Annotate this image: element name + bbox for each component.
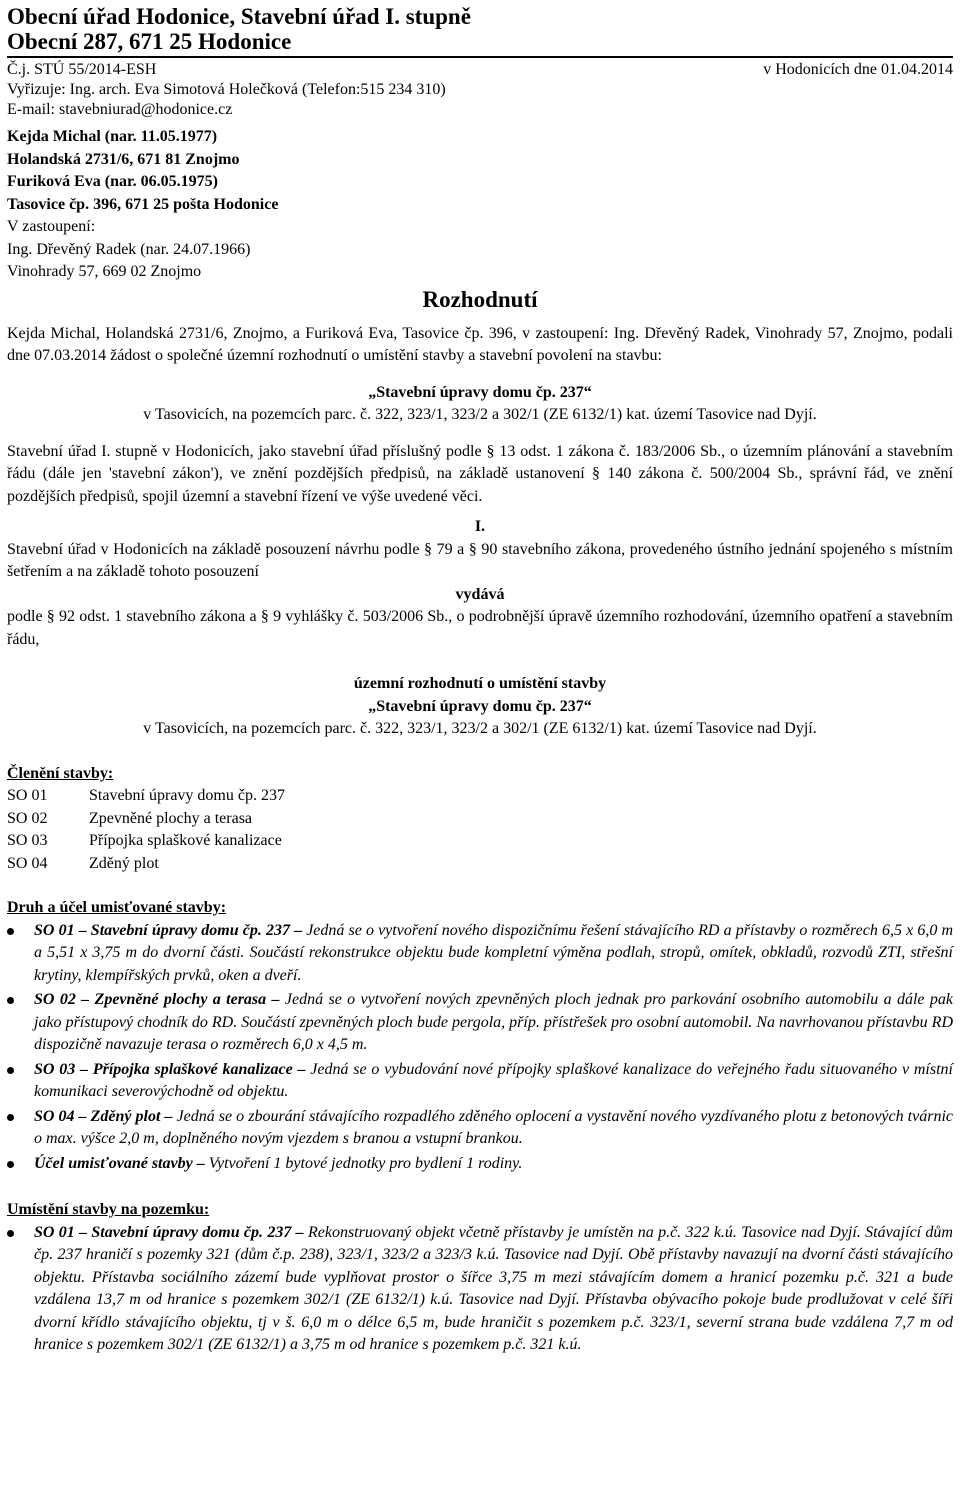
- bullet-icon: [7, 928, 14, 935]
- handler: Vyřizuje: Ing. arch. Eva Simotová Holečková (Telefon:515 234 310): [7, 81, 446, 98]
- purpose-item: [7, 1059, 953, 1104]
- section-heading-I: I.: [474, 518, 486, 535]
- purpose-item-head: SO 03 – Přípojka splaškové kanalizace –: [34, 1060, 306, 1078]
- recipient-1-address: Holandská 2731/6, 671 81 Znojmo: [7, 150, 240, 168]
- breakdown-code: SO 03: [7, 832, 48, 849]
- breakdown-item: [7, 853, 953, 876]
- purpose-list: [7, 920, 953, 1176]
- project-name: „Stavební úpravy domu čp. 237“: [368, 383, 592, 401]
- purpose-item-head: SO 02 – Zpevněné plochy a terasa –: [34, 991, 280, 1008]
- purpose-item-head: SO 01 – Stavební úpravy domu čp. 237 –: [34, 921, 303, 939]
- breakdown-code: SO 01: [7, 787, 48, 804]
- issue-date: v Hodonicích dne 01.04.2014: [763, 61, 953, 78]
- decision-type: územní rozhodnutí o umístění stavby: [353, 675, 607, 692]
- representative-label: V zastoupení:: [7, 218, 96, 235]
- breakdown-item: [7, 830, 953, 853]
- bullet-icon: [7, 1230, 14, 1237]
- placement-heading: Umístění stavby na pozemku:: [7, 1201, 210, 1218]
- handler-line: [7, 80, 953, 100]
- purpose-item-head: SO 04 – Zděný plot –: [34, 1107, 173, 1125]
- purpose-item: [7, 989, 953, 1057]
- purpose-item-text: Jedná se o vytvoření nových zpevněných ploch jednak pro parkování osobního automobilu a dále pak jako přístupový chodník do RD. Součástí zpevněných ploch bude pergola, příp. přístřešek pro osobní automobil. Na navrhovanou přístavbu RD dispozičně navazuje terasa o rozměrech 6,0 x 4,5 m.: [34, 991, 953, 1053]
- email-line: [7, 100, 953, 120]
- bullet-icon: [7, 1161, 14, 1168]
- breakdown-label: Přípojka splaškové kanalizace: [89, 832, 282, 849]
- decision-title: Rozhodnutí: [422, 286, 538, 312]
- intro-paragraph: Kejda Michal, Holandská 2731/6, Znojmo, a Furiková Eva, Tasovice čp. 396, v zastoupení: Ing. Dřevěný Radek, Vinohrady 57, Znojmo, podali dne 07.03.2014 žádost o společné územní rozhodnutí o umístění stavby a stavební povolení na stavbu:: [7, 324, 953, 364]
- placement-item: [7, 1222, 953, 1357]
- office-name: Obecní úřad Hodonice, Stavební úřad I. stupně: [7, 4, 471, 29]
- representative-name: Ing. Dřevěný Radek (nar. 24.07.1966): [7, 240, 251, 258]
- recipients-block: [7, 126, 953, 284]
- placement-item-head: SO 01 – Stavební úpravy domu čp. 237 –: [34, 1223, 304, 1241]
- breakdown-label: Stavební úpravy domu čp. 237: [89, 787, 285, 804]
- project-name-repeat: „Stavební úpravy domu čp. 237“: [368, 697, 592, 715]
- office-address: Obecní 287, 671 25 Hodonice: [7, 29, 292, 54]
- section-I-paragraph: Stavební úřad v Hodonicích na základě posouzení návrhu podle § 79 a § 90 stavebního zákona, provedeného ústního jednání spojeného s místním šetřením a na základě tohoto posouzení: [7, 540, 953, 580]
- email: E-mail: stavebniurad@hodonice.cz: [7, 101, 233, 118]
- purpose-item: [7, 1106, 953, 1151]
- breakdown-list: [7, 785, 953, 875]
- breakdown-heading: Členění stavby:: [7, 764, 114, 782]
- breakdown-item: [7, 808, 953, 831]
- project-location: v Tasovicích, na pozemcích parc. č. 322, 323/1, 323/2 a 302/1 (ZE 6132/1) kat. území Tasovice nad Dyjí.: [143, 406, 817, 423]
- purpose-item: [7, 1153, 953, 1176]
- breakdown-label: Zpevněné plochy a terasa: [89, 809, 253, 827]
- breakdown-item: [7, 785, 953, 808]
- breakdown-label: Zděný plot: [89, 854, 159, 872]
- recipient-1-name: Kejda Michal (nar. 11.05.1977): [7, 128, 218, 145]
- purpose-item: [7, 920, 953, 988]
- purpose-item-text: Vytvoření 1 bytové jednotky pro bydlení 1 rodiny.: [204, 1154, 523, 1172]
- purpose-heading: Druh a účel umisťované stavby:: [7, 899, 227, 916]
- purpose-item-text: Jedná se o vybudování nové přípojky splaškové kanalizace do veřejného řadu situovaného v místní komunikaci severovýchodně od objektu.: [34, 1060, 953, 1100]
- authority-paragraph: Stavební úřad I. stupně v Hodonicích, jako stavební úřad příslušný podle § 13 odst. 1 zákona č. 183/2006 Sb., o územním plánování a stavebním řádu (dále jen 'stavební zákon'), ve znění pozdějších předpisů, na základě ustanovení § 140 zákona č. 500/2004 Sb., správní řád, ve znění pozdějších předpisů, spojil územní a stavební řízení ve výše uvedené věci.: [7, 442, 953, 505]
- breakdown-code: SO 04: [7, 854, 48, 872]
- purpose-item-head: Účel umisťované stavby –: [34, 1154, 205, 1172]
- bullet-icon: [7, 997, 14, 1004]
- purpose-item-text: Jedná se o zbourání stávajícího rozpadlého zděného oplocení a vystavění nového vyzdívaného plotu z betonových tvárnic o max. výšce 2,0 m, doplněného novým vjezdem s branou a vstupní brankou.: [34, 1107, 953, 1147]
- placement-list: [7, 1222, 953, 1357]
- header-rule: [7, 56, 953, 58]
- reference-number: Č.j. STÚ 55/2014-ESH: [7, 61, 157, 78]
- representative-address: Vinohrady 57, 669 02 Znojmo: [7, 263, 202, 280]
- issues-word: vydává: [455, 585, 505, 603]
- legal-basis-paragraph: podle § 92 odst. 1 stavebního zákona a § 9 vyhlášky č. 503/2006 Sb., o podrobnější úpravě územního rozhodování, územního opatření a stavebním řádu,: [7, 608, 953, 648]
- ref-date-line: [7, 60, 953, 80]
- placement-item-text: Rekonstruovaný objekt včetně přístavby je umístěn na p.č. 322 k.ú. Tasovice nad Dyjí. Stávající dům čp. 237 hraničí s pozemky 321 (dům č.p. 238), 323/1, 323/2 a 323/3 k.ú. Tasovice nad Dyjí. Obě přístavby navazují na dvorní části stávajícího objektu. Přístavba sociálního zázemí bude vyplňovat prostor o šířce 3,75 m mezi stávajícím domem a hranicí pozemku p.č. 321 a bude vzdálena 13,7 m od hranice s pozemkem 302/1 (ZE 6132/1) k.ú. Tasovice nad Dyjí. Přístavba obývacího pokoje bude prodlužovat v celé šíři dvorní křídlo stávajícího objektu, tj v š. 6,0 m o délce 6,5 m, bude hraničit s pozemkem p.č. 323/1, severní strana bude vzdálena 7,7 m od hranice s pozemkem 302/1 (ZE 6132/1) a 3,75 m od hranice s pozemkem p.č. 321 k.ú.: [34, 1223, 953, 1353]
- purpose-item-text: Jedná se o vytvoření nového dispozičnímu řešení stávajícího RD a přístavby o rozměrech 6,5 x 6,0 m a 5,51 x 3,75 m do dvorní části. Součástí rekonstrukce objektu bude kompletní výměna podlah, stropů, omítek, obkladů, rozvodů ZTI, střešní krytiny, klempířských prvků, oken a dveří.: [34, 921, 953, 984]
- recipient-2-name: Furiková Eva (nar. 06.05.1975): [7, 173, 218, 190]
- recipient-2-address: Tasovice čp. 396, 671 25 pošta Hodonice: [7, 195, 279, 213]
- project-location-repeat: v Tasovicích, na pozemcích parc. č. 322, 323/1, 323/2 a 302/1 (ZE 6132/1) kat. území Tasovice nad Dyjí.: [143, 720, 817, 737]
- bullet-icon: [7, 1114, 14, 1121]
- breakdown-code: SO 02: [7, 809, 48, 827]
- bullet-icon: [7, 1067, 14, 1074]
